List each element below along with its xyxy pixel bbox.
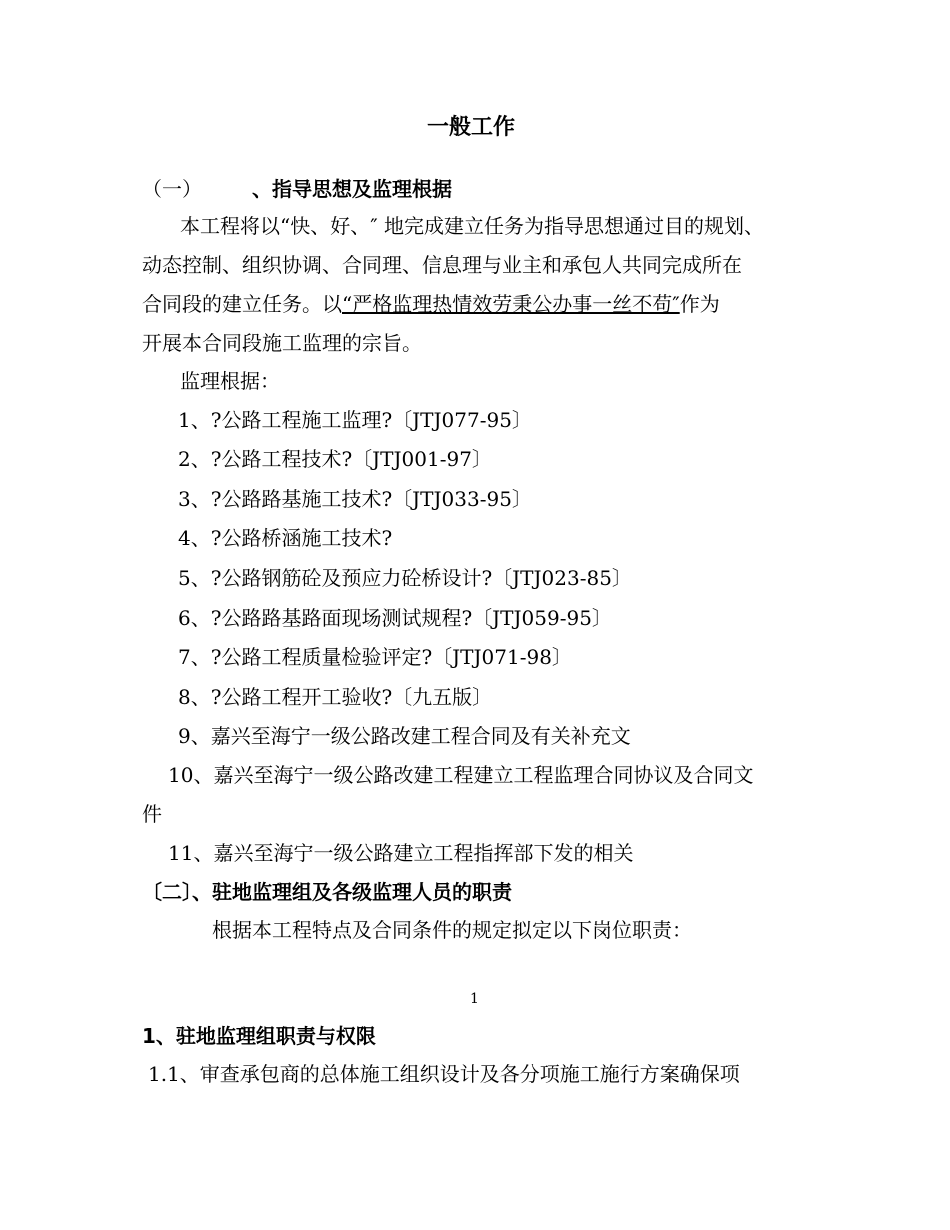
paragraph-text: 作为 [679, 292, 720, 316]
paragraph-line: 1.1、审查承包商的总体施工组织设计及各分项施工施行方案确保项 [148, 1062, 740, 1086]
paragraph-line: 开展本合同段施工监理的宗旨。 [142, 331, 422, 355]
paragraph-text: 合同段的建立任务。以 [142, 292, 342, 316]
paragraph-line: 动态控制、组织协调、合同理、信息理与业主和承包人共同完成所在 [142, 253, 742, 277]
page-title: 一般工作 [427, 115, 516, 140]
section-heading: 、指导思想及监理根据 [252, 177, 452, 201]
section-heading: 1、驻地监理组职责与权限 [142, 1024, 376, 1048]
list-item-continuation: 件 [142, 802, 162, 826]
list-item: 7、?公路工程质量检验评定?〔JTJ071-98〕 [178, 645, 572, 669]
section-marker: （一） [142, 177, 202, 201]
list-item: 9、嘉兴至海宁一级公路改建工程合同及有关补充文 [178, 724, 631, 748]
basis-label: 监理根据： [180, 369, 280, 393]
list-item: 11、嘉兴至海宁一级公路建立工程指挥部下发的相关 [168, 841, 634, 865]
list-item: 5、?公路钢筋砼及预应力砼桥设计?〔JTJ023-85〕 [178, 566, 632, 590]
paragraph-line [142, 292, 720, 316]
list-item: 1、?公路工程施工监理?〔JTJ077-95〕 [178, 408, 532, 432]
list-item: 8、?公路工程开工验收?〔九五版〕 [178, 685, 493, 709]
paragraph-line: 根据本工程特点及合同条件的规定拟定以下岗位职责： [212, 918, 692, 942]
section-heading: 〔二〕、驻地监理组及各级监理人员的职责 [142, 880, 512, 904]
list-item: 2、?公路工程技术?〔JTJ001-97〕 [178, 447, 492, 471]
page-number: 1 [470, 991, 479, 1007]
list-item: 10、嘉兴至海宁一级公路改建工程建立工程监理合同协议及合同文 [168, 763, 754, 787]
list-item: 4、?公路桥涵施工技术? [178, 526, 393, 550]
list-item: 6、?公路路基路面现场测试规程?〔JTJ059-95〕 [178, 606, 612, 630]
underlined-motto: “严格监理热情效劳秉公办事一丝不苟″ [342, 292, 680, 316]
paragraph-line: 本工程将以“快、好、″ 地完成建立任务为指导思想通过目的规划、 [180, 214, 765, 238]
list-item: 3、?公路路基施工技术?〔JTJ033-95〕 [178, 487, 532, 511]
